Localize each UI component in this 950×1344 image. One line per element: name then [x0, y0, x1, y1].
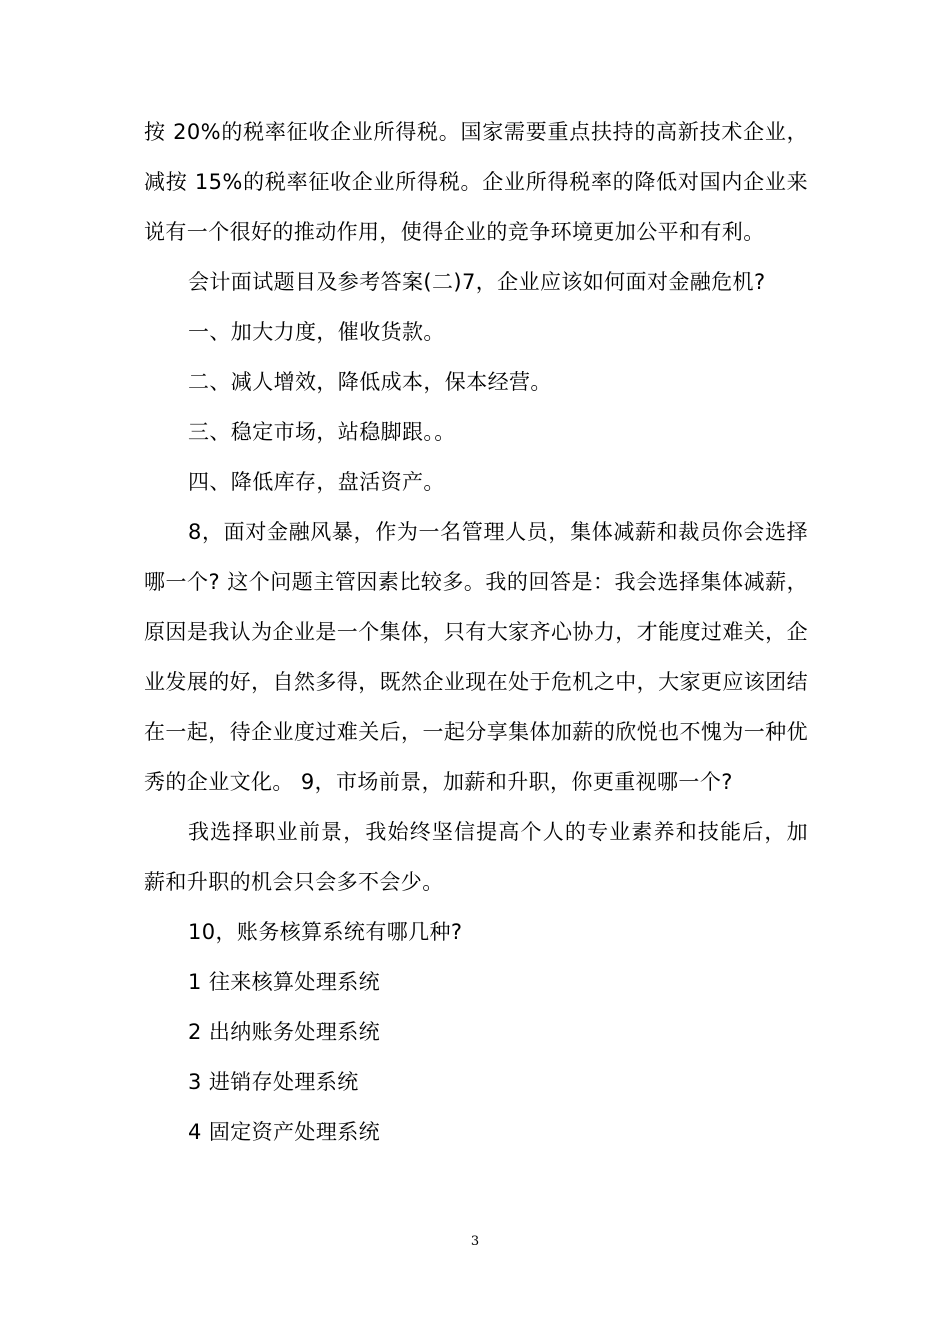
list-item-system-2: 2 出纳账务处理系统 [188, 1020, 381, 1044]
paragraph-answer-9: 我选择职业前景，我始终坚信提高个人的专业素养和技能后，加薪和升职的机会只会多不会少。 [144, 820, 808, 894]
list-item-answer-2: 二、减人增效，降低成本，保本经营。 [188, 370, 552, 394]
paragraph-tax-rate: 按 20%的税率征收企业所得税。国家需要重点扶持的高新技术企业，减按 15%的税率征收企业所得税。企业所得税率的降低对国内企业来说有一个很好的推动作用，使得企业的竞争环境更加公平和有利。 [144, 120, 808, 244]
paragraph-question-10: 10，账务核算系统有哪几种? [188, 920, 463, 944]
list-item-answer-4: 四、降低库存，盘活资产。 [188, 470, 445, 494]
paragraph-question-7: 会计面试题目及参考答案(二)7，企业应该如何面对金融危机? [188, 270, 766, 294]
list-item-system-1: 1 往来核算处理系统 [188, 970, 381, 994]
list-item-answer-1: 一、加大力度，催收货款。 [188, 320, 445, 344]
page-number: 3 [470, 1234, 480, 1249]
paragraph-question-8-9: 8，面对金融风暴，作为一名管理人员，集体减薪和裁员你会选择哪一个? 这个问题主管因素比较多。我的回答是：我会选择集体减薪，原因是我认为企业是一个集体，只有大家齐心协力，才能度过难关，企业发展的好，自然多得，既然企业现在处于危机之中，大家更应该团结在一起，待企业度过难关后，一起分享集体加薪的欣悦也不愧为一种优秀的企业文化。 9，市场前景，加薪和升职，你更重视哪一个? [144, 520, 808, 794]
list-item-answer-3: 三、稳定市场，站稳脚跟。。 [188, 420, 456, 444]
list-item-system-3: 3 进销存处理系统 [188, 1070, 359, 1094]
list-item-system-4: 4 固定资产处理系统 [188, 1120, 381, 1144]
document-body [144, 107, 808, 1157]
